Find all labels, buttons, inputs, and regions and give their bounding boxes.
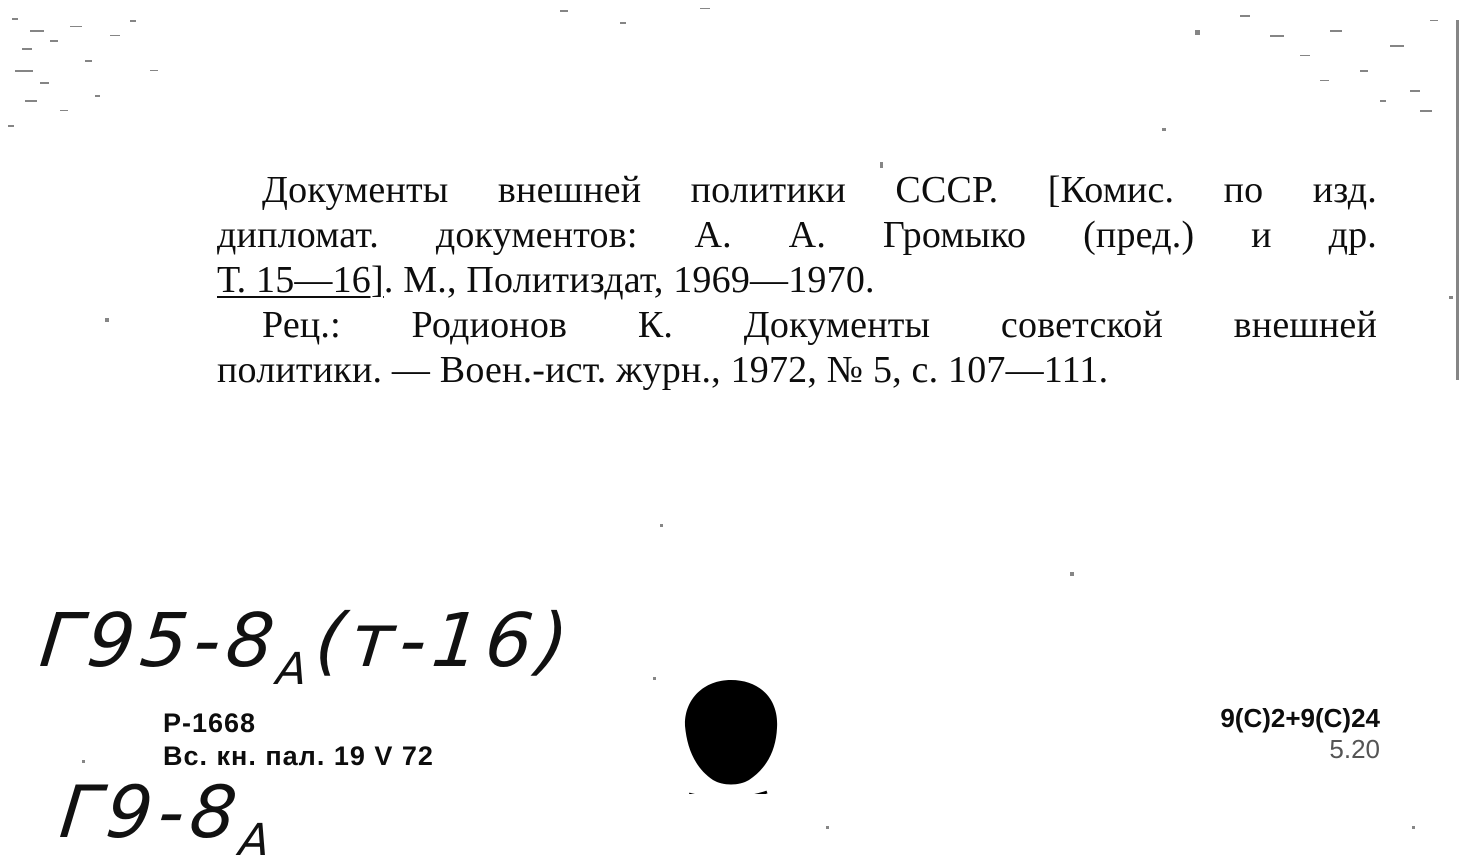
shelfmark-1-main: Г95-8 bbox=[36, 598, 285, 684]
library-stamp bbox=[163, 707, 434, 773]
stamp-number: Р-1668 bbox=[163, 708, 257, 738]
stamp-date: Вс. кн. пал. 19 V 72 bbox=[163, 741, 434, 771]
shelfmark-2-main: Г9-8 bbox=[56, 770, 247, 854]
shelfmark-2-sub: А bbox=[236, 815, 279, 866]
entry-line-3 bbox=[217, 258, 1377, 303]
classification-code: 9(С)2+9(С)24 bbox=[1220, 703, 1380, 733]
price: 5.20 bbox=[1329, 734, 1380, 764]
classification-block bbox=[1220, 703, 1380, 765]
punch-hole bbox=[681, 676, 781, 794]
entry-line-1: Документы внешней политики СССР. [Комис. по изд. bbox=[262, 169, 1377, 211]
shelfmark-1-sub: А bbox=[274, 644, 316, 695]
volume-reference: Т. 15—16] bbox=[217, 259, 384, 301]
review-line-2: политики. — Воен.-ист. журн., 1972, № 5, с. 107—111. bbox=[217, 349, 1109, 391]
shelfmark-1-volume: (т-16) bbox=[311, 598, 579, 684]
review-line-1: Рец.: Родионов К. Документы советской внешней bbox=[262, 304, 1377, 346]
publisher-info: . М., Политиздат, 1969—1970. bbox=[383, 259, 875, 301]
handwritten-shelfmark-1 bbox=[35, 598, 578, 695]
bibliographic-entry bbox=[217, 168, 1377, 393]
handwritten-shelfmark-2 bbox=[55, 770, 283, 866]
entry-line-2: дипломат. документов: А. А. Громыко (пред.) и др. bbox=[217, 214, 1377, 256]
